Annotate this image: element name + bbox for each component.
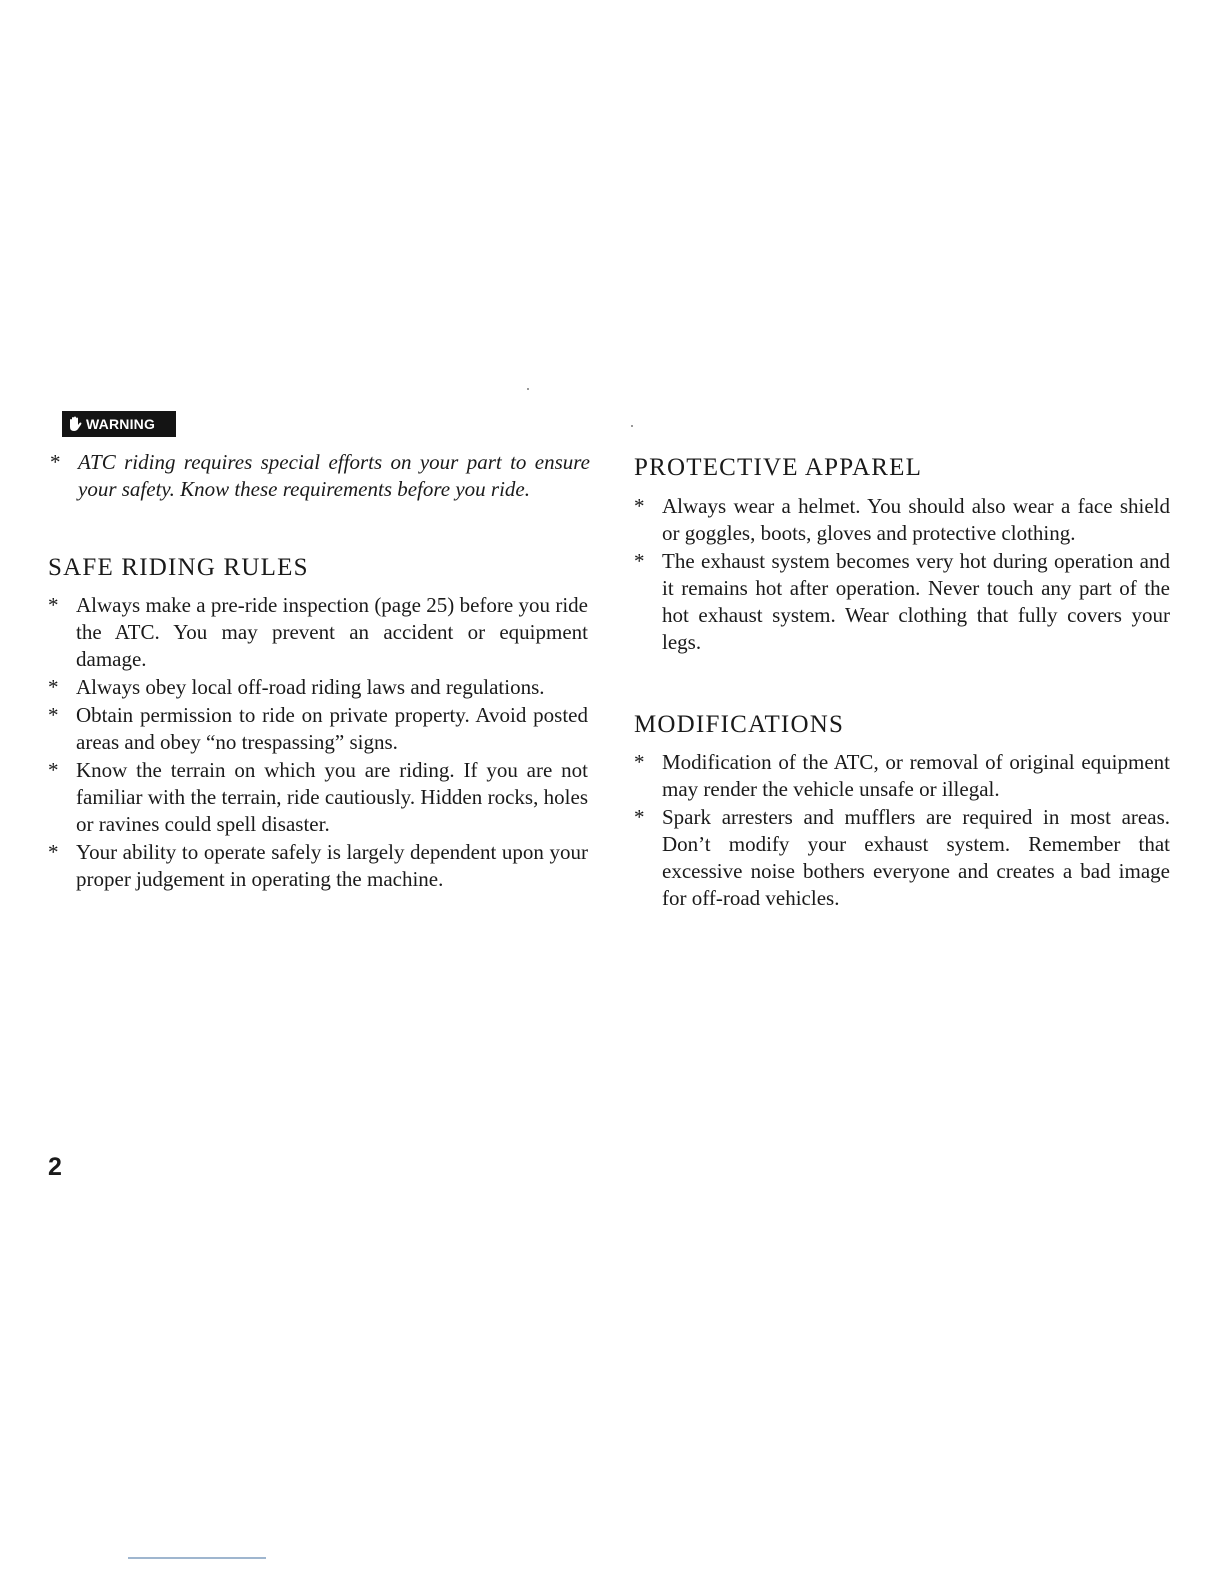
- bullet-symbol: *: [634, 549, 645, 573]
- list-item-text: Always wear a helmet. You should also wear a face shield or goggles, boots, gloves and protective clothing.: [662, 494, 1170, 545]
- bullet-symbol: *: [634, 805, 645, 829]
- warning-message: ATC riding requires special efforts on your part to ensure your safety. Know these requirements before you ride.: [78, 450, 590, 501]
- protective-apparel-list: [634, 493, 1170, 657]
- list-item-text: Spark arresters and mufflers are required in most areas. Don’t modify your exhaust system. Remember that excessive noise bothers everyone and creates a bad image for off-road vehicles.: [662, 805, 1170, 910]
- list-item: [634, 493, 1170, 547]
- protective-apparel-heading: PROTECTIVE APPAREL: [634, 454, 923, 481]
- page-number: 2: [48, 1153, 62, 1181]
- list-item-text: Your ability to operate safely is largely dependent upon your proper judgement in operating the machine.: [76, 840, 588, 891]
- safe-riding-heading: SAFE RIDING RULES: [48, 554, 309, 581]
- list-item-text: Always obey local off-road riding laws and regulations.: [76, 675, 545, 699]
- hand-stop-icon: [66, 415, 84, 433]
- bullet-symbol: *: [634, 750, 645, 774]
- list-item: [634, 804, 1170, 912]
- list-item-text: Modification of the ATC, or removal of original equipment may render the vehicle unsafe or illegal.: [662, 750, 1170, 801]
- list-item: [634, 749, 1170, 803]
- scan-speck: [631, 425, 633, 427]
- modifications-list: [634, 749, 1170, 913]
- scan-speck: [527, 388, 529, 390]
- list-item-text: Know the terrain on which you are riding. If you are not familiar with the terrain, ride cautiously. Hidden rocks, holes or ravines could spell disaster.: [76, 758, 588, 836]
- safe-riding-list: [48, 592, 588, 894]
- bottom-rule: [128, 1557, 266, 1559]
- list-item: [48, 757, 588, 838]
- list-item: [48, 839, 588, 893]
- bullet-symbol: *: [48, 675, 59, 699]
- warning-text-block: [50, 449, 590, 503]
- bullet-symbol: *: [634, 494, 645, 518]
- warning-badge: [62, 411, 176, 437]
- list-item-text: The exhaust system becomes very hot during operation and it remains hot after operation. Never touch any part of the hot exhaust system. Wear clothing that fully covers your legs.: [662, 549, 1170, 654]
- bullet-symbol: *: [48, 593, 59, 617]
- list-item-text: Obtain permission to ride on private property. Avoid posted areas and obey “no trespassing” signs.: [76, 703, 588, 754]
- modifications-heading: MODIFICATIONS: [634, 711, 845, 738]
- warning-label: WARNING: [86, 416, 156, 432]
- list-item-text: Always make a pre-ride inspection (page 25) before you ride the ATC. You may prevent an accident or equipment damage.: [76, 593, 588, 671]
- list-item: [48, 592, 588, 673]
- list-item: [634, 548, 1170, 656]
- bullet-symbol: *: [50, 450, 61, 474]
- warning-bullet: [50, 449, 590, 503]
- bullet-symbol: *: [48, 758, 59, 782]
- bullet-symbol: *: [48, 703, 59, 727]
- list-item: [48, 702, 588, 756]
- bullet-symbol: *: [48, 840, 59, 864]
- list-item: [48, 674, 588, 701]
